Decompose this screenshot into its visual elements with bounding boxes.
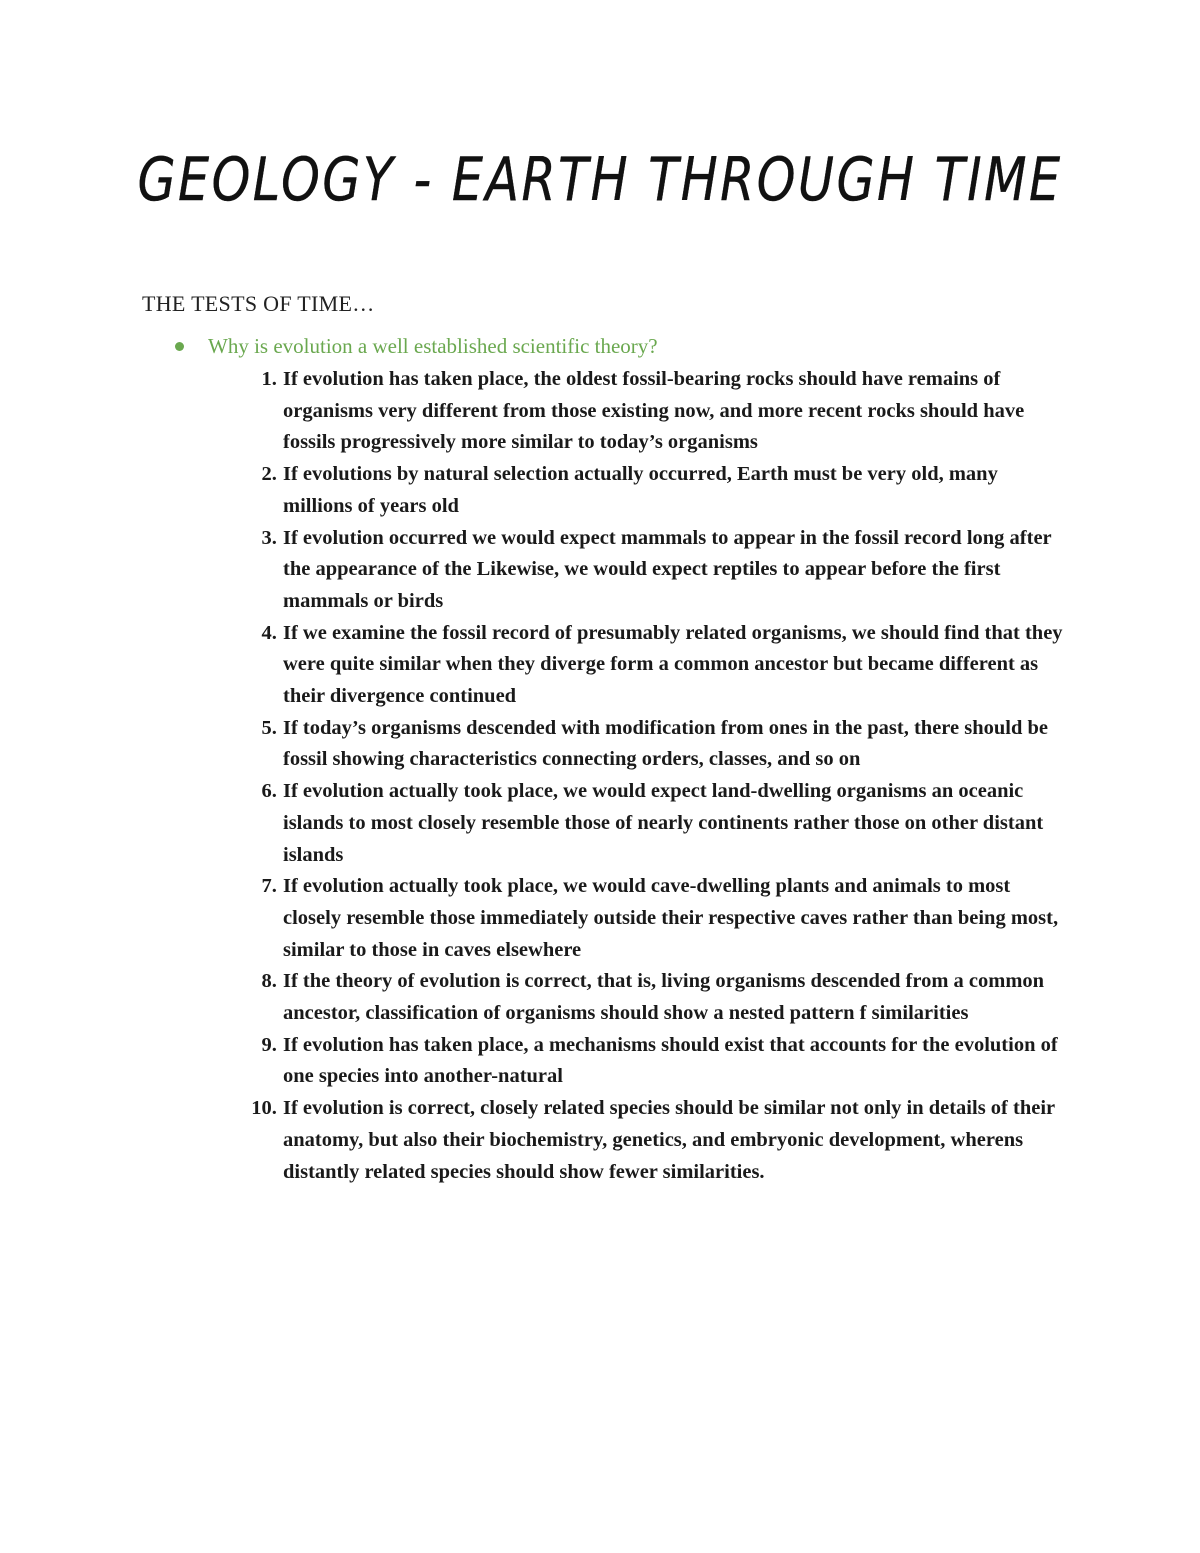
list-item: [240, 618, 1070, 713]
list-item: [240, 1093, 1070, 1188]
list-item-text: If evolution occurred we would expect mammals to appear in the fossil record long after the appearance of the Likewise, we would expect reptiles to appear before the first mammals or birds: [283, 526, 1052, 612]
list-item-text: If evolution actually took place, we would expect land-dwelling organisms an oceanic islands to most closely resemble those of nearly continents rather those on other distant islands: [283, 780, 1044, 866]
list-item: [240, 776, 1070, 871]
list-item-number: 7.: [261, 875, 277, 898]
question-text: Why is evolution a well established scientific theory?: [208, 334, 658, 358]
list-item-text: If the theory of evolution is correct, that is, living organisms descended from a common ancestor, classification of organisms should show a nested pattern f similarities: [283, 970, 1045, 1025]
list-item-number: 3.: [261, 526, 277, 549]
question-bullet-item: [175, 334, 658, 359]
list-item-text: If evolutions by natural selection actually occurred, Earth must be very old, many millions of years old: [283, 463, 998, 517]
list-item-number: 9.: [261, 1033, 277, 1056]
list-item: [240, 523, 1070, 618]
list-item-number: 10.: [251, 1097, 277, 1120]
list-item: [240, 966, 1070, 1029]
list-item-text: If evolution has taken place, a mechanisms should exist that accounts for the evolution of one species into another-natural: [283, 1033, 1058, 1088]
list-item-text: If evolution actually took place, we would cave-dwelling plants and animals to most closely resemble those immediately outside their respective caves rather than being most, similar to those in caves elsewhere: [283, 875, 1059, 961]
bullet-dot-icon: [175, 342, 184, 351]
list-item-number: 1.: [261, 368, 277, 390]
list-item-number: 5.: [261, 716, 277, 739]
list-item-text: If we examine the fossil record of presumably related organisms, we should find that they were quite similar when they diverge form a common ancestor but became different as their divergence continued: [283, 621, 1063, 708]
list-item-number: 4.: [261, 621, 277, 644]
list-item-text: If today’s organisms descended with modification from ones in the past, there should be fossil showing characteristics connecting orders, classes, and so on: [283, 716, 1048, 771]
list-item: [240, 459, 1070, 522]
list-item-text: If evolution has taken place, the oldest fossil-bearing rocks should have remains of organisms very different from those existing now, and more recent rocks should have fossils progressively more similar to today’s organisms: [283, 368, 1025, 454]
list-item: [240, 1030, 1070, 1093]
list-item-number: 2.: [261, 463, 277, 486]
list-item-number: 8.: [261, 970, 277, 993]
list-item: [240, 713, 1070, 776]
section-heading: THE TESTS OF TIME…: [142, 291, 375, 316]
list-item-number: 6.: [261, 780, 277, 803]
list-item: [240, 364, 1070, 459]
list-item-text: If evolution is correct, closely related species should be similar not only in details of their anatomy, but also their biochemistry, genetics, and embryonic development, wherens distantly related species should show fewer similarities.: [283, 1097, 1055, 1183]
list-item: [240, 871, 1070, 966]
numbered-list: [240, 364, 1070, 1188]
document-title: GEOLOGY - EARTH THROUGH TIME: [137, 145, 1063, 215]
